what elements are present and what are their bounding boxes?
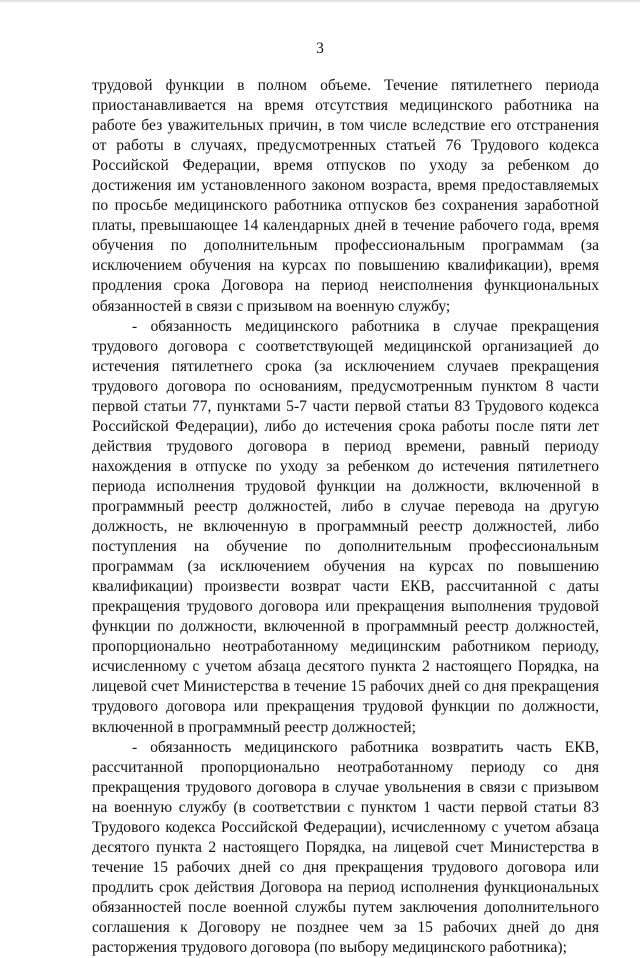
paragraph-continuation: трудовой функции в полном объеме. Течение пятилетнего периода приостанавливается на время отсутствия медицинского работника на работе без уважительных причин, в том числе вследствие его отстранения от работы в случаях, предусмотренных статьей 76 Трудового кодекса Российской Федерации, время отпусков по уходу за ребенком до достижения им установленного законом возраста, время предоставляемых по просьбе медицинского работника отпусков без сохранения заработной платы, превышающее 14 календарных дней в течение рабочего года, время обучения по дополнительным профессиональным программам (за исключением обучения на курсах по повышению квалификации), время продления срока Договора на период неисполнения функциональных обязанностей в связи с призывом на военную службу; xyxy=(92,77,599,315)
scan-top-edge xyxy=(0,0,640,3)
paragraph-military-service-obligation: - обязанность медицинского работника возвратить часть ЕКВ, рассчитанной пропорционально неотработанному периоду со дня прекращения трудового договора в случае увольнения в связи с призывом на военную службу (в соответствии с пунктом 1 части первой статьи 83 Трудового кодекса Российской Федерации), исчисленному с учетом абзаца десятого пункта 2 настоящего Порядка, на лицевой счет Министерства в течение 15 рабочих дней со дня прекращения трудового договора или продлить срок действия Договора на период исполнения функциональных обязанностей после военной службы путем заключения дополнительного соглашения к Договору не позднее чем за 15 рабочих дней до дня расторжения трудового договора (по выбору медицинского работника); xyxy=(92,738,599,957)
page-number: 3 xyxy=(316,40,324,57)
body-text xyxy=(92,76,599,958)
paragraph-refund-obligation: - обязанность медицинского работника в случае прекращения трудового договора с соответствующей медицинской организацией до истечения пятилетнего срока (за исключением случаев прекращения трудового договора по основаниям, предусмотренным пунктом 8 части первой статьи 77, пунктами 5-7 части первой статьи 83 Трудового кодекса Российской Федерации), либо до истечения срока работы после пяти лет действия трудового договора в период времени, равный периоду нахождения в отпуске по уходу за ребенком до истечения пятилетнего периода исполнения трудовой функции на должности, включенной в программный реестр должностей, либо в случае перевода на другую должность, не включенную в программный реестр должностей, либо поступления на обучение по дополнительным профессиональным программам (за исключением обучения на курсах по повышению квалификации) произвести возврат части ЕКВ, рассчитанной с даты прекращения трудового договора или прекращения выполнения трудовой функции по должности, включенной в программный реестр должностей, пропорционально неотработанному медицинским работником периоду, исчисленному с учетом абзаца десятого пункта 2 настоящего Порядка, на лицевой счет Министерства в течение 15 рабочих дней со дня прекращения трудового договора или прекращения трудовой функции по должности, включенной в программный реестр должностей; xyxy=(92,317,599,736)
